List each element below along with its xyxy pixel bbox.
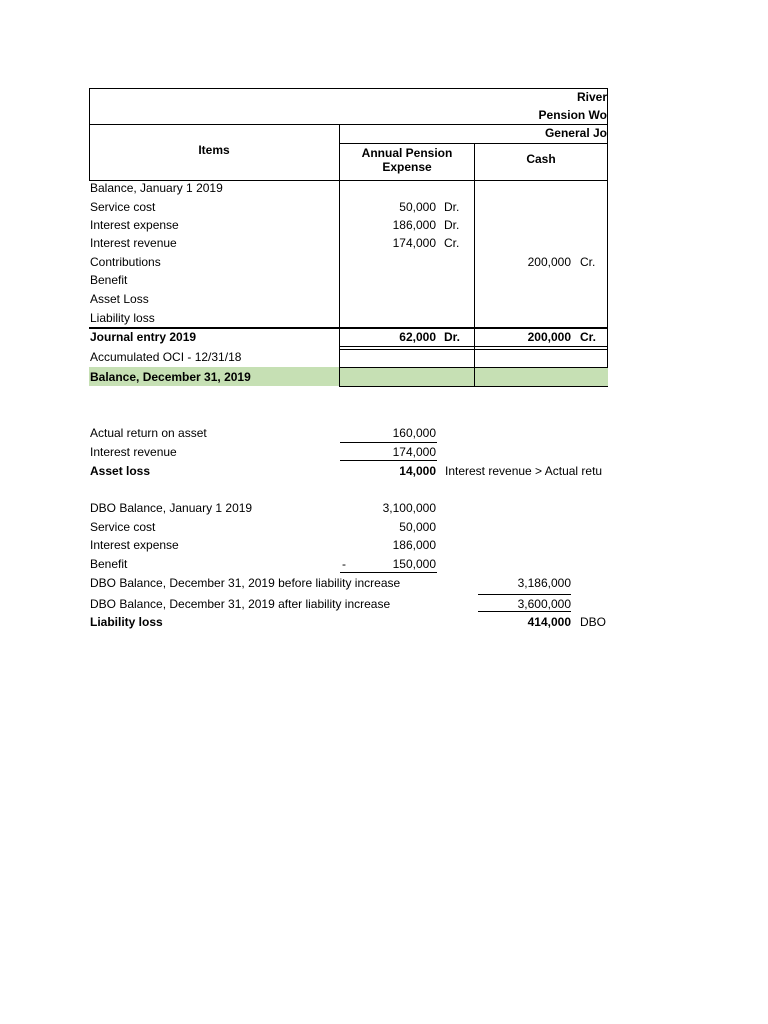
liability-loss-note: DBO bbox=[580, 615, 607, 629]
asset-loss-note: Interest revenue > Actual retu bbox=[445, 464, 603, 478]
journal-entry-cash: 200,000 bbox=[527, 330, 571, 344]
journal-entry-label: Journal entry 2019 bbox=[90, 330, 197, 344]
dbo-service-label: Service cost bbox=[90, 520, 156, 534]
liability-loss-value: 414,000 bbox=[527, 615, 571, 629]
table-row-label: Service cost bbox=[90, 200, 156, 214]
cash-value: 200,000 bbox=[527, 255, 571, 269]
cash-header: Cash bbox=[526, 152, 556, 166]
ape-dc: Cr. bbox=[444, 236, 460, 250]
table-row-label: Liability loss bbox=[90, 311, 155, 325]
ape-value: 174,000 bbox=[392, 236, 436, 250]
table-row-label: Interest revenue bbox=[90, 236, 177, 250]
dbo-interest-value: 186,000 bbox=[392, 538, 436, 552]
dbo-after-label: DBO Balance, December 31, 2019 after liability increase bbox=[90, 597, 391, 611]
dbo-before-value: 3,186,000 bbox=[517, 576, 571, 590]
balance-dec-label: Balance, December 31, 2019 bbox=[90, 370, 251, 384]
dbo-after-value: 3,600,000 bbox=[517, 597, 571, 611]
liability-loss-label: Liability loss bbox=[90, 615, 163, 629]
accumulated-oci-label: Accumulated OCI - 12/31/18 bbox=[90, 350, 242, 364]
dbo-benefit-value: 150,000 bbox=[392, 557, 436, 571]
table-row-label: Balance, January 1 2019 bbox=[90, 181, 223, 195]
dbo-benefit-sign: - bbox=[342, 557, 346, 571]
ape-header-line2: Expense bbox=[382, 160, 432, 174]
ape-dc: Dr. bbox=[444, 200, 460, 214]
journal-title: General Jo bbox=[544, 126, 607, 140]
table-row-label: Contributions bbox=[90, 255, 161, 269]
table-row-label: Asset Loss bbox=[90, 292, 149, 306]
table-row-label: Benefit bbox=[90, 273, 128, 287]
worksheet-title: Pension Wo bbox=[538, 108, 607, 122]
actual-return-label: Actual return on asset bbox=[90, 426, 207, 440]
ape-value: 186,000 bbox=[392, 218, 436, 232]
table-row-label: Interest expense bbox=[90, 218, 179, 232]
interest-revenue-label: Interest revenue bbox=[90, 445, 177, 459]
asset-loss-value: 14,000 bbox=[399, 464, 436, 478]
journal-entry-cash-dc: Cr. bbox=[580, 330, 597, 344]
dbo-service-value: 50,000 bbox=[399, 520, 436, 534]
ape-header-line1: Annual Pension bbox=[361, 146, 453, 160]
ape-value: 50,000 bbox=[399, 200, 436, 214]
company-title: River bbox=[576, 90, 607, 104]
dbo-jan-label: DBO Balance, January 1 2019 bbox=[90, 501, 253, 515]
journal-entry-ape-dc: Dr. bbox=[444, 330, 461, 344]
cash-dc: Cr. bbox=[580, 255, 596, 269]
dbo-benefit-label: Benefit bbox=[90, 557, 128, 571]
ape-dc: Dr. bbox=[444, 218, 460, 232]
interest-revenue-value: 174,000 bbox=[392, 445, 436, 459]
items-header: Items bbox=[198, 143, 230, 157]
asset-loss-label: Asset loss bbox=[90, 464, 151, 478]
journal-entry-ape: 62,000 bbox=[399, 330, 436, 344]
dbo-before-label: DBO Balance, December 31, 2019 before liability increase bbox=[90, 576, 401, 590]
dbo-interest-label: Interest expense bbox=[90, 538, 179, 552]
actual-return-value: 160,000 bbox=[392, 426, 436, 440]
dbo-jan-value: 3,100,000 bbox=[382, 501, 436, 515]
